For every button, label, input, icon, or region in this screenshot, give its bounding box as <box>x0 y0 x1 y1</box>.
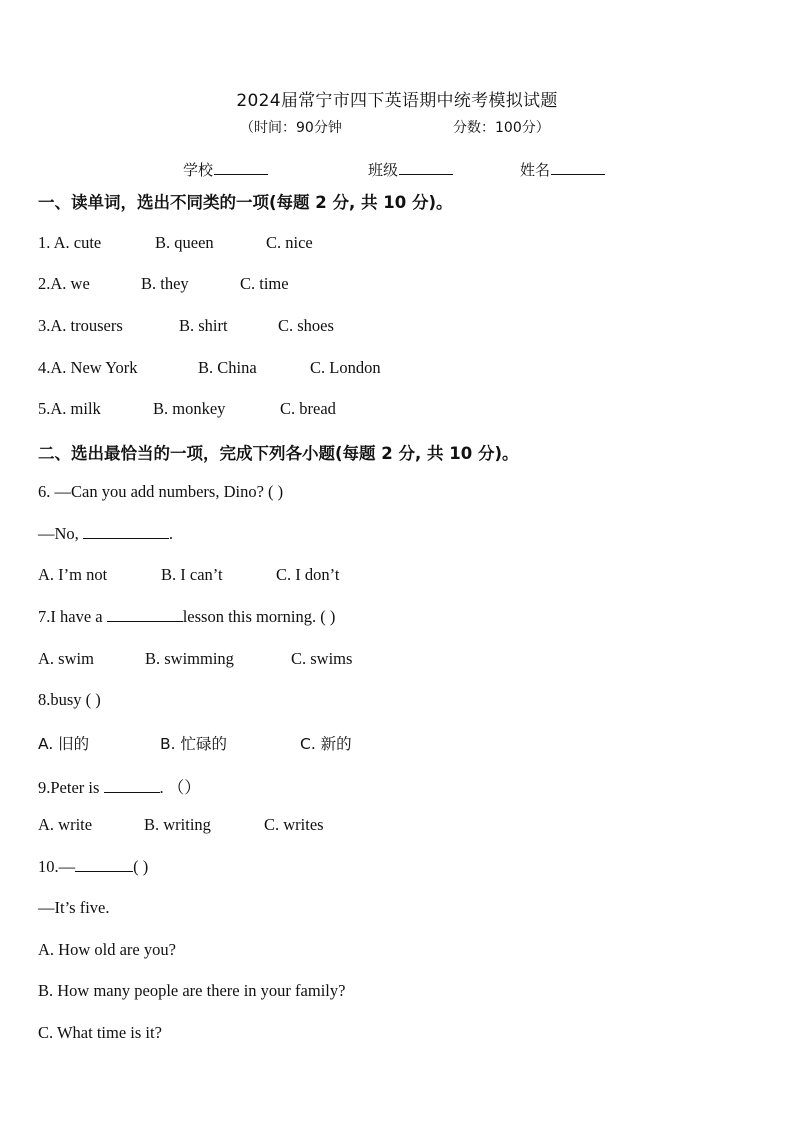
q5-option-c: C. bread <box>280 399 336 418</box>
q6-blank[interactable] <box>83 524 169 539</box>
q7-option-b: B. swimming <box>145 649 234 668</box>
q1-option-b: B. queen <box>155 233 214 252</box>
q10-stem-prefix: 10.— <box>38 857 76 876</box>
q6-answer-suffix: . <box>168 524 174 543</box>
q5-option-a: 5.A. milk <box>38 399 101 418</box>
q6-option-b: B. I can’t <box>161 565 223 584</box>
name-label: 姓名 <box>520 161 551 179</box>
q4-option-c: C. London <box>310 358 381 377</box>
q10-stem-suffix: ( ) <box>133 857 149 876</box>
exam-title: 2024届常宁市四下英语期中统考模拟试题 <box>236 91 558 111</box>
class-blank[interactable] <box>399 160 453 175</box>
q4-option-a: 4.A. New York <box>38 358 138 377</box>
q10-option-c: C. What time is it? <box>38 1023 162 1042</box>
q1-option-c: C. nice <box>266 233 313 252</box>
q5-option-b: B. monkey <box>153 399 226 418</box>
q10-stem <box>38 857 148 877</box>
q9-stem-suffix: . （） <box>159 778 201 797</box>
school-label: 学校 <box>183 161 214 179</box>
q7-stem-suffix: lesson this morning. ( ) <box>182 607 336 626</box>
q6-answer-prefix: —No, <box>38 524 79 543</box>
q6-option-c: C. I don’t <box>276 565 340 584</box>
q8-stem: 8.busy ( ) <box>38 690 101 709</box>
q3-option-b: B. shirt <box>179 316 228 335</box>
q3-option-c: C. shoes <box>278 316 334 335</box>
q7-option-a: A. swim <box>38 649 94 668</box>
q7-stem <box>38 607 335 627</box>
q9-option-a: A. write <box>38 815 93 834</box>
school-blank[interactable] <box>214 160 268 175</box>
q2-option-b: B. they <box>141 274 189 293</box>
exam-score: 分数：100分） <box>453 120 550 136</box>
q3-option-a: 3.A. trousers <box>38 316 123 335</box>
q2-option-c: C. time <box>240 274 289 293</box>
q6-stem: 6. —Can you add numbers, Dino? ( ) <box>38 482 284 501</box>
school-field <box>183 159 268 180</box>
q8-option-b: B. 忙碌的 <box>160 735 227 753</box>
q7-stem-prefix: 7.I have a <box>38 607 103 626</box>
q7-blank[interactable] <box>107 607 183 622</box>
q9-option-b: B. writing <box>144 815 211 834</box>
q2-option-a: 2.A. we <box>38 274 90 293</box>
q9-option-c: C. writes <box>264 815 324 834</box>
name-blank[interactable] <box>551 160 605 175</box>
q8-option-a: A. 旧的 <box>38 735 90 753</box>
q10-option-a: A. How old are you? <box>38 940 176 959</box>
q10-option-b: B. How many people are there in your family? <box>38 981 346 1000</box>
class-label: 班级 <box>368 161 399 179</box>
part2-heading: 二、选出最恰当的一项，完成下列各小题(每题 2 分, 共 10 分)。 <box>38 444 519 463</box>
q10-blank[interactable] <box>75 857 133 872</box>
q6-option-a: A. I’m not <box>38 565 108 584</box>
q9-stem <box>38 774 201 798</box>
q9-stem-prefix: 9.Peter is <box>38 778 100 797</box>
q4-option-b: B. China <box>198 358 257 377</box>
name-field <box>520 159 605 180</box>
exam-time: （时间：90分钟 <box>240 120 342 136</box>
part1-heading: 一、读单词，选出不同类的一项(每题 2 分, 共 10 分)。 <box>38 193 453 212</box>
q9-blank[interactable] <box>104 778 160 793</box>
q1-option-a: 1. A. cute <box>38 233 102 252</box>
q10-answer: —It’s five. <box>38 898 110 917</box>
q7-option-c: C. swims <box>291 649 353 668</box>
q8-option-c: C. 新的 <box>300 735 352 753</box>
class-field <box>368 159 453 180</box>
q6-answer-line <box>38 524 173 544</box>
